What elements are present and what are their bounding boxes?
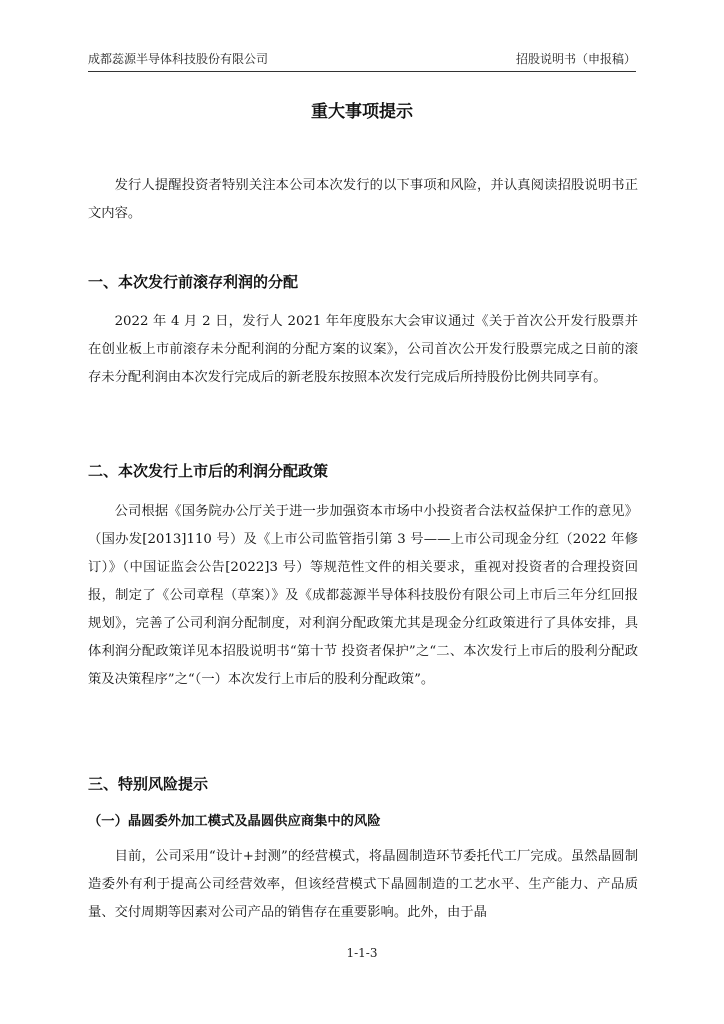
header-company-name: 成都蕊源半导体科技股份有限公司 — [88, 52, 269, 66]
header-document-type: 招股说明书（申报稿） — [515, 52, 636, 66]
header-divider — [88, 71, 636, 72]
section-3-paragraph: 目前，公司采用“设计+封测”的经营模式，将晶圆制造环节委托代工厂完成。虽然晶圆制造委外有利于提高公司经营效率，但该经营模式下晶圆制造的工艺水平、生产能力、产品质量、交付周期等因素对公司产品的销售存在重要影响。此外，由于晶 — [88, 849, 638, 920]
page-title: 重大事项提示 — [311, 102, 413, 122]
section-1-paragraph: 2022 年 4 月 2 日，发行人 2021 年年度股东大会审议通过《关于首次公开发行股票并在创业板上市前滚存未分配利润的分配方案的议案》，公司首次公开发行股票完成之日前的滚存未分配利润由本次发行完成后的新老股东按照本次发行完成后所持股份比例共同享有。 — [88, 314, 638, 385]
section-3-heading: 三、特别风险提示 — [88, 775, 209, 793]
section-2-paragraph: 公司根据《国务院办公厅关于进一步加强资本市场中小投资者合法权益保护工作的意见》（国办发[2013]110 号）及《上市公司监管指引第 3 号——上市公司现金分红（2022 年修订）》（中国证监会公告[2022]3 号）等规范性文件的相关要求，重视对投资者的合理投资回报，制定了《公司章程（草案）》及《成都蕊源半导体科技股份有限公司上市后三年分红回报规划》，完善了公司利润分配制度，对利润分配政策尤其是现金分红政策进行了具体安排，具体利润分配政策详见本招股说明书“第十节 投资者保护”之“二、本次发行上市后的股利分配政策及决策程序”之“（一）本次发行上市后的股利分配政策”。 — [88, 504, 638, 687]
section-2-heading: 二、本次发行上市后的利润分配政策 — [88, 462, 329, 480]
section-1-heading: 一、本次发行前滚存利润的分配 — [88, 273, 299, 291]
intro-paragraph: 发行人提醒投资者特别关注本公司本次发行的以下事项和风险，并认真阅读招股说明书正文内容。 — [88, 178, 638, 221]
page-number: 1-1-3 — [346, 946, 378, 960]
page-header — [88, 50, 636, 70]
section-3-subheading: （一）晶圆委外加工模式及晶圆供应商集中的风险 — [88, 814, 381, 829]
